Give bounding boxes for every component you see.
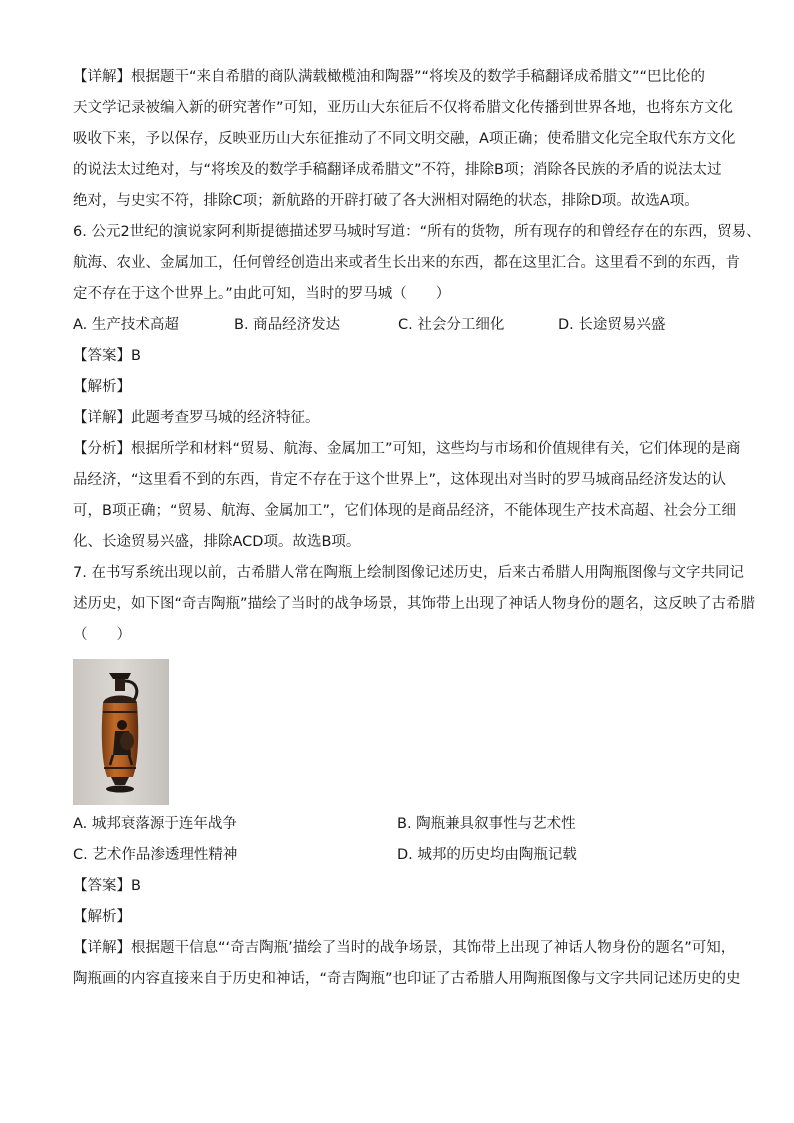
q7-stem bbox=[73, 558, 756, 651]
q6-analysis-label: 【解析】 bbox=[73, 379, 131, 395]
text-line: 绝对，与史实不符，排除C项；新航路的开辟打破了各大洲相对隔绝的状态，排除D项。故选A项。 bbox=[73, 193, 699, 209]
text-line: 陶瓶画的内容直接来自于历史和神话，“奇吉陶瓶”也印证了古希腊人用陶瓶图像与文字共同记述历史的史 bbox=[73, 971, 741, 987]
text-line: （ ） bbox=[73, 627, 131, 643]
text-line: 【详解】根据题干信息“‘奇吉陶瓶’描绘了当时的战争场景，其饰带上出现了神话人物身份的题名”可知， bbox=[73, 940, 736, 956]
text-line: 天文学记录被编入新的研究著作”可知，亚历山大东征后不仅将希腊文化传播到世界各地，也将东方文化 bbox=[73, 100, 734, 116]
text-line: 7. 在书写系统出现以前，古希腊人常在陶瓶上绘制图像记述历史，后来古希腊人用陶瓶图像与文字共同记 bbox=[73, 565, 744, 581]
q6-answer: 【答案】B bbox=[73, 348, 141, 364]
q6-fenxi bbox=[73, 434, 741, 558]
text-line: 定不存在于这个世界上。”由此可知，当时的罗马城（ ） bbox=[73, 286, 451, 302]
text-line: 述历史，如下图“奇吉陶瓶”描绘了当时的战争场景，其饰带上出现了神话人物身份的题名，这反映了古希腊 bbox=[73, 596, 756, 612]
text-line: 的说法太过绝对，与“将埃及的数学手稿翻译成希腊文”不符，排除B项；消除各民族的矛盾的说法太过 bbox=[73, 162, 722, 178]
q7-option-b: B. 陶瓶兼具叙事性与艺术性 bbox=[397, 816, 576, 832]
text-line: 可，B项正确；“贸易、航海、金属加工”，它们体现的是商品经济，不能体现生产技术高超、社会分工细 bbox=[73, 503, 736, 519]
q7-options-row1 bbox=[73, 809, 735, 840]
q7-detail bbox=[73, 933, 741, 995]
text-line: 吸收下来，予以保存，反映亚历山大东征推动了不同文明交融，A项正确；使希腊文化完全取代东方文化 bbox=[73, 131, 736, 147]
text-line: 化、长途贸易兴盛，排除ACD项。故选B项。 bbox=[73, 534, 361, 550]
vase-illustration bbox=[73, 659, 169, 805]
text-line: 【详解】根据题干“来自希腊的商队满载橄榄油和陶器”“将埃及的数学手稿翻译成希腊文”“巴比伦的 bbox=[73, 69, 706, 85]
document-page bbox=[73, 62, 761, 995]
text-line: 【分析】根据所学和材料“贸易、航海、金属加工”可知，这些均与市场和价值规律有关，它们体现的是商 bbox=[73, 441, 741, 457]
q6-option-c: C. 社会分工细化 bbox=[398, 317, 505, 333]
q5-detail bbox=[73, 62, 735, 217]
q7-analysis-label: 【解析】 bbox=[73, 909, 131, 925]
text-line: 6. 公元2世纪的演说家阿利斯提德描述罗马城时写道：“所有的货物，所有现存的和曾经存在的东西，贸易、 bbox=[73, 224, 761, 240]
text-line: 品经济，“这里看不到的东西，肯定不存在于这个世界上”，这体现出对当时的罗马城商品经济发达的认 bbox=[73, 472, 727, 488]
q6-stem bbox=[73, 217, 761, 310]
q6-option-b: B. 商品经济发达 bbox=[234, 317, 341, 333]
q7-option-c: C. 艺术作品渗透理性精神 bbox=[73, 847, 238, 863]
q6-detail: 【详解】此题考查罗马城的经济特征。 bbox=[73, 410, 320, 426]
q7-option-a: A. 城邦衰落源于连年战争 bbox=[73, 816, 237, 832]
q7-options-row2 bbox=[73, 840, 735, 871]
q6-options bbox=[73, 310, 735, 341]
q6-option-a: A. 生产技术高超 bbox=[73, 317, 179, 333]
q7-answer: 【答案】B bbox=[73, 878, 141, 894]
q7-option-d: D. 城邦的历史均由陶瓶记载 bbox=[397, 847, 577, 863]
chigi-vase-image bbox=[73, 659, 169, 805]
text-line: 航海、农业、金属加工，任何曾经创造出来或者生长出来的东西，都在这里汇合。这里看不到的东西，肯 bbox=[73, 255, 740, 271]
q6-option-d: D. 长途贸易兴盛 bbox=[558, 317, 666, 333]
